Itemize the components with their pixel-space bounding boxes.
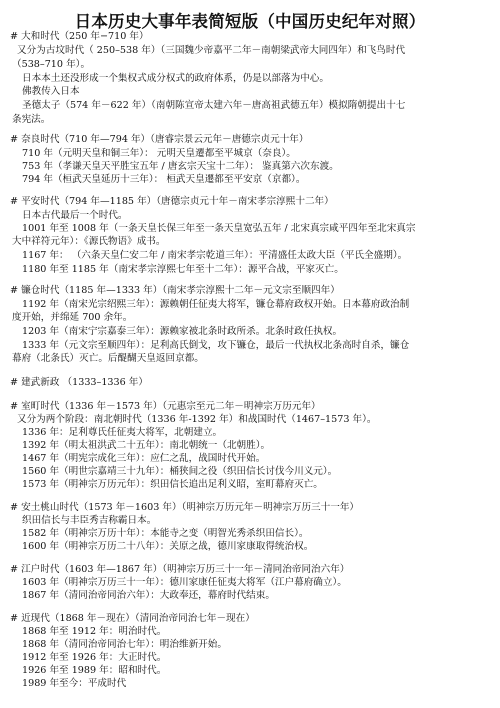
text-line: 1392 年（明太祖洪武二十五年）：南北朝统一（北朝胜）。 [22, 440, 271, 451]
section-header-azuchi-momoyama: # 安土桃山时代（1573 年－1603 年）（明神宗万历元年－明神宗万历三十一年） [10, 502, 360, 513]
text-line: 753 年（孝谦天皇天平胜宝五年 / 唐玄宗天宝十二年）： 鉴真第六次东渡。 [22, 161, 339, 172]
text-line: 又分为古坟时代（ 250–538 年）（三国魏少帝嘉平二年－南朝梁武帝大同四年）和飞鸟时代 [17, 45, 406, 56]
section-header-kamakura: # 镰仓时代（1185 年—1333 年）（南宋孝宗淳熙十二年－元文宗至顺四年） [10, 285, 340, 296]
text-line: 1989 年至今：平成时代 [22, 678, 127, 689]
section-header-kenmu: # 建武新政 （1333–1336 年） [10, 377, 148, 388]
text-line: 条宪法。 [12, 114, 51, 125]
text-line: 日本本土还没形成一个集权式成分权式的政府体系，仍是以部落为中心。 [22, 73, 329, 84]
text-line: 1600 年（明神宗万历二十八年）：关原之战，德川家康取得统治权。 [22, 541, 314, 552]
text-line: 794 年（桓武天皇延历十三年）： 桓武天皇遷都至平安京（京都）。 [22, 174, 306, 185]
text-line: 1560 年（明世宗嘉靖三十九年）：桶狭间之役（织田信长讨伐今川义元）。 [22, 466, 338, 477]
text-line: 大中祥符元年）：《源氏物语》成书。 [12, 236, 166, 247]
text-line: 1167 年： （六条天皇仁安二年 / 南宋孝宗乾道三年）：平清盛任太政大臣（平氏全盛期）。 [22, 250, 408, 261]
text-line: 1926 年至 1989 年：昭和时代。 [22, 665, 167, 676]
section-header-nara: # 奈良时代（710 年—794 年）（唐睿宗景云元年－唐德宗贞元十年） [10, 134, 309, 145]
text-line: 1467 年（明宪宗成化三年）：应仁之乱，战国时代开始。 [22, 453, 266, 464]
text-line: 圣德太子（574 年－622 年）（南朝陈宣帝太建六年－唐高祖武德五年）模拟隋朝提出十七 [22, 100, 406, 111]
text-line: 1333 年（元文宗至顺四年）：足利高氏倒戈，攻下镰仓，最后一代执权北条高时自杀，镰仓 [22, 340, 410, 351]
section-header-heian: # 平安时代（794 年—1185 年）（唐德宗贞元十年－南宋孝宗淳熙十二年） [10, 196, 334, 207]
text-line: 1582 年（明神宗万历十年）：本能寺之变（明智光秀杀织田信长）。 [22, 528, 309, 539]
text-line: 1192 年（南宋光宗绍熙三年）：源赖朝任征夷大将军，镰仓幕府政权开始。日本幕府政治制 [22, 299, 410, 310]
text-line: 1203 年（南宋宁宗嘉泰三年）：源赖家被北条时政所杀。北条时政任执权。 [22, 326, 343, 337]
text-line: 度开始，并绵延 700 余年。 [12, 312, 133, 323]
text-line: 710 年（元明天皇和铜三年）： 元明天皇遷都至平城京（奈良）。 [22, 148, 296, 159]
text-line: 日本古代最后一个时代。 [22, 210, 128, 221]
text-line: 1912 年至 1926 年：大正时代。 [22, 652, 167, 663]
text-line: 1867 年（清同治帝同治六年）：大政奉还，幕府时代结束。 [22, 590, 275, 601]
text-line: 幕府（北条氏）灭亡。后醍醐天皇返回京都。 [12, 353, 204, 364]
text-line: 1180 年至 1185 年（南宋孝宗淳熙七年至十二年）：源平合战，平家灭亡。 [22, 264, 344, 275]
section-header-modern: # 近现代（1868 年－现在）（清同治帝同治七年－现在） [10, 613, 255, 624]
section-header-muromachi: # 室町时代（1336 年－1573 年）（元惠宗至元二年－明神宗万历元年） [10, 401, 321, 412]
text-line: 又分为两个阶段：南北朝时代（1336 年-1392 年）和战国时代（1467–1573 年）。 [17, 414, 377, 425]
text-line: 织田信长与丰臣秀吉称霸日本。 [22, 515, 157, 526]
text-line: 1868 年（清同治帝同治七年）：明治维新开始。 [22, 639, 227, 650]
section-header-edo: # 江户时代（1603 年—1867 年）（明神宗万历三十一年－清同治帝同治六年） [10, 564, 350, 575]
section-header-yamato: # 大和时代（250 年−710 年） [10, 31, 149, 42]
text-line: 1868 年至 1912 年：明治时代。 [22, 626, 167, 637]
text-line: 1001 年至 1008 年（一条天皇长保三年至一条天皇宽弘五年 / 北宋真宗咸平四年至北宋真宗 [22, 223, 416, 234]
text-line: 1336 年：足利尊氏任征夷大将军，北朝建立。 [22, 427, 223, 438]
text-line: 1573 年（明神宗万历元年）：织田信长追出足利义昭，室町幕府灭亡。 [22, 479, 323, 490]
document-title: 日本历史大事年表简短版（中国历史纪年对照） [74, 12, 426, 31]
text-line: 佛教传入日本 [22, 86, 80, 97]
text-line: 1603 年（明神宗万历三十一年）：德川家康任征夷大将军（江户幕府确立）。 [22, 577, 347, 588]
text-line: （538–710 年）。 [12, 59, 91, 70]
